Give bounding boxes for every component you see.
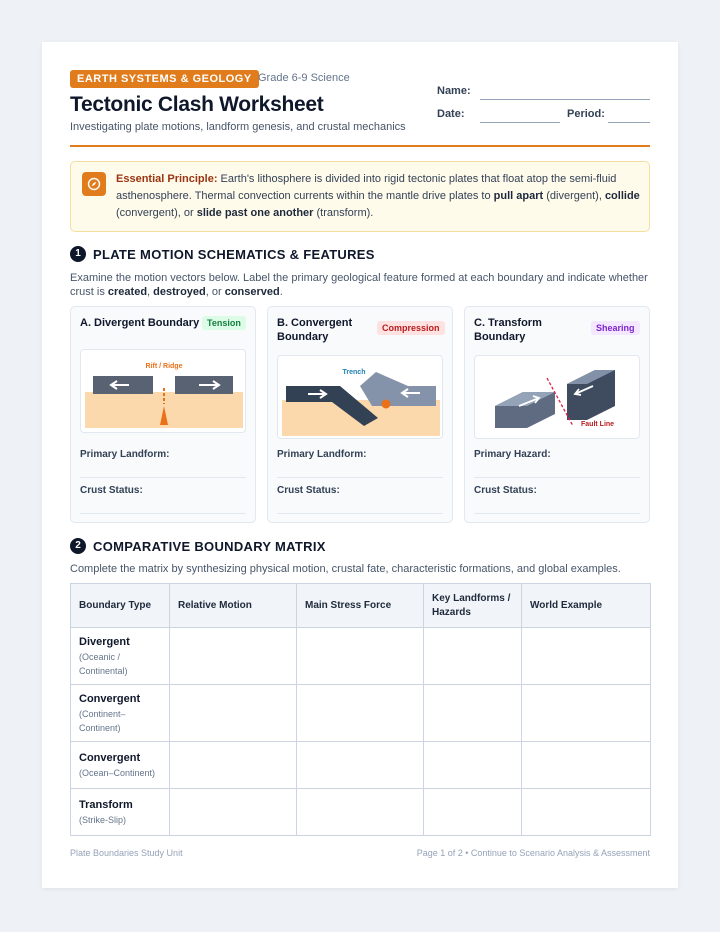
- answer-cell[interactable]: [170, 789, 297, 836]
- answer-cell[interactable]: [297, 742, 424, 789]
- page-title: Tectonic Clash Worksheet: [70, 93, 324, 116]
- row-label: Divergent (Oceanic / Continental): [71, 628, 170, 685]
- matrix-header-row: [71, 584, 651, 628]
- essential-principle-callout: [70, 161, 650, 232]
- table-row: [71, 742, 651, 789]
- card-convergent: [267, 306, 453, 523]
- crust-status-answer-line[interactable]: [474, 513, 640, 514]
- answer-cell[interactable]: [522, 685, 651, 742]
- section-1-number: 1: [70, 246, 86, 262]
- row-label: Convergent (Continent–Continent): [71, 685, 170, 742]
- card-title: A. Divergent Boundary: [80, 317, 200, 329]
- crust-status-answer-line[interactable]: [277, 513, 443, 514]
- compass-icon: [82, 172, 106, 196]
- hazard-label: Primary Hazard:: [474, 449, 551, 460]
- section-1-title: PLATE MOTION SCHEMATICS & FEATURES: [93, 247, 375, 262]
- landform-answer-line[interactable]: [277, 477, 443, 478]
- section-2-number: 2: [70, 538, 86, 554]
- col-header: Relative Motion: [170, 584, 297, 628]
- col-header: World Example: [522, 584, 651, 628]
- trench-label: Trench: [342, 369, 366, 376]
- hazard-answer-line[interactable]: [474, 477, 640, 478]
- crust-status-answer-line[interactable]: [80, 513, 246, 514]
- footer-unit-label: Plate Boundaries Study Unit: [70, 848, 183, 858]
- card-title: C. Transform Boundary: [474, 317, 542, 343]
- subject-badge: EARTH SYSTEMS & GEOLOGY: [70, 70, 259, 88]
- answer-cell[interactable]: [170, 742, 297, 789]
- landform-label: Primary Landform:: [80, 449, 170, 460]
- answer-cell[interactable]: [424, 742, 522, 789]
- footer-page-info: Page 1 of 2 • Continue to Scenario Analysis & Assessment: [416, 848, 650, 858]
- date-label: Date:: [437, 108, 465, 120]
- section-2-title: COMPARATIVE BOUNDARY MATRIX: [93, 539, 326, 554]
- name-label: Name:: [437, 85, 471, 97]
- shearing-tag: Shearing: [591, 321, 640, 335]
- crust-status-label: Crust Status:: [80, 485, 143, 496]
- divergent-illustration: [80, 349, 246, 433]
- table-row: [71, 685, 651, 742]
- fault-line-label: Fault Line: [581, 421, 615, 428]
- table-row: [71, 628, 651, 685]
- landform-answer-line[interactable]: [80, 477, 246, 478]
- answer-cell[interactable]: [297, 685, 424, 742]
- grade-level: Grade 6-9 Science: [258, 72, 350, 84]
- crust-status-label: Crust Status:: [474, 485, 537, 496]
- crust-status-label: Crust Status:: [277, 485, 340, 496]
- card-divergent: [70, 306, 256, 523]
- answer-cell[interactable]: [424, 685, 522, 742]
- answer-cell[interactable]: [170, 685, 297, 742]
- worksheet-page: [42, 42, 678, 888]
- card-title: B. Convergent Boundary: [277, 317, 353, 343]
- answer-cell[interactable]: [424, 628, 522, 685]
- answer-cell[interactable]: [170, 628, 297, 685]
- section-2-instructions: Complete the matrix by synthesizing physical motion, crustal fate, characteristic formations, and global examples.: [70, 563, 621, 575]
- page-subtitle: Investigating plate motions, landform genesis, and crustal mechanics: [70, 121, 406, 133]
- card-transform: [464, 306, 650, 523]
- tension-tag: Tension: [202, 316, 246, 330]
- answer-cell[interactable]: [297, 628, 424, 685]
- landform-label: Primary Landform:: [277, 449, 367, 460]
- header-divider: [70, 145, 650, 147]
- principle-text: Essential Principle: Earth's lithosphere is divided into rigid tectonic plates that float atop the semi-fluid asthenosphere. Thermal convection currents within the mantle drive plates to pull apart (divergent), collide (convergent), or slide past one another (transform).: [116, 173, 640, 219]
- answer-cell[interactable]: [297, 789, 424, 836]
- answer-cell[interactable]: [522, 628, 651, 685]
- answer-cell[interactable]: [522, 789, 651, 836]
- col-header: Boundary Type: [71, 584, 170, 628]
- convergent-illustration: [277, 355, 443, 439]
- answer-cell[interactable]: [522, 742, 651, 789]
- period-field[interactable]: [608, 122, 650, 123]
- table-row: [71, 789, 651, 836]
- col-header: Key Landforms / Hazards: [424, 584, 522, 628]
- name-field[interactable]: [480, 99, 650, 100]
- transform-illustration: [474, 355, 640, 439]
- period-label: Period:: [567, 108, 605, 120]
- col-header: Main Stress Force: [297, 584, 424, 628]
- row-label: Transform (Strike-Slip): [71, 789, 170, 836]
- compression-tag: Compression: [377, 321, 445, 335]
- section-1-instructions: Examine the motion vectors below. Label the primary geological feature formed at each boundary and indicate whether crust is created, destroyed, or conserved.: [70, 272, 648, 298]
- row-label: Convergent (Ocean–Continent): [71, 742, 170, 789]
- answer-cell[interactable]: [424, 789, 522, 836]
- boundary-matrix: [70, 583, 651, 836]
- rift-ridge-label: Rift / Ridge: [145, 363, 183, 370]
- date-field[interactable]: [480, 122, 560, 123]
